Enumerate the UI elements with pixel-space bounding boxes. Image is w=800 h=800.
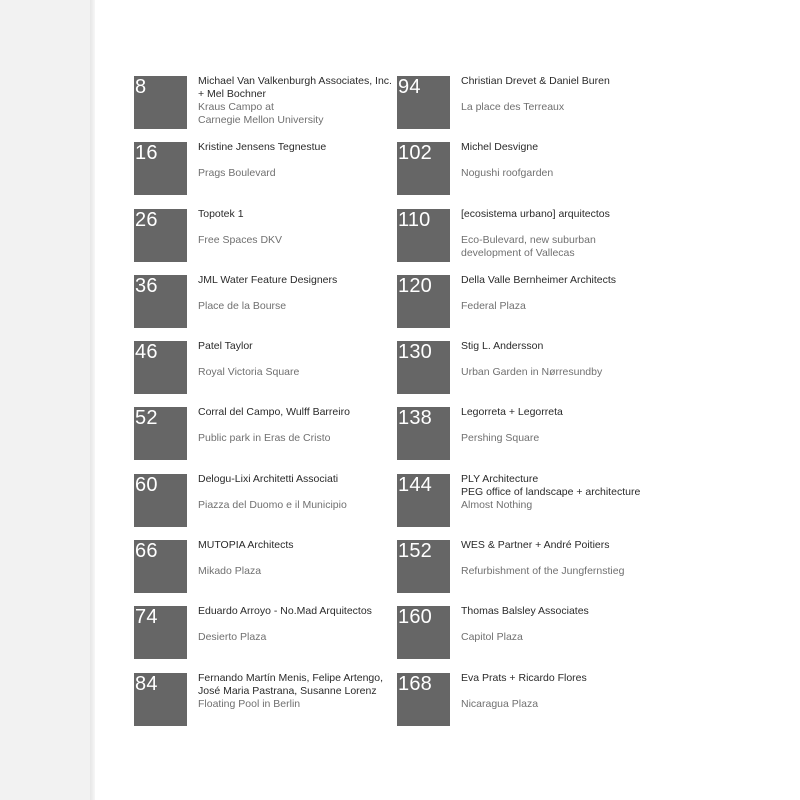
project-title: Capitol Plaza xyxy=(461,631,523,644)
page-number: 94 xyxy=(398,76,421,98)
entry-text xyxy=(461,208,711,260)
designer-name: Fernando Martín Menis, Felipe Artengo, José Maria Pastrana, Susanne Lorenz xyxy=(198,671,384,697)
designer-name: Michel Desvigne xyxy=(461,141,539,154)
project-title: Eco-Bulevard, new suburban development of Vallecas xyxy=(461,233,596,259)
project-title: Desierto Plaza xyxy=(198,631,267,644)
page-number-box xyxy=(397,275,450,328)
project-title: Prags Boulevard xyxy=(198,167,276,180)
contents-entry xyxy=(134,139,404,205)
project-title: Free Spaces DKV xyxy=(198,233,283,246)
designer-name: Thomas Balsley Associates xyxy=(461,605,589,618)
contents-entry xyxy=(134,73,404,139)
project-title: Federal Plaza xyxy=(461,299,526,312)
contents-entry xyxy=(134,471,404,537)
project-title: Floating Pool in Berlin xyxy=(198,697,301,710)
page-number: 74 xyxy=(135,606,158,629)
entry-text xyxy=(461,672,711,711)
designer-name: Eduardo Arroyo - No.Mad Arquitectos xyxy=(198,605,372,618)
designer-name: [ecosistema urbano] arquitectos xyxy=(461,207,610,220)
contents-entry xyxy=(397,670,697,736)
page-number-box xyxy=(397,474,450,527)
contents-entry xyxy=(397,73,697,139)
project-title: Mikado Plaza xyxy=(198,565,262,578)
page-number: 36 xyxy=(135,274,158,297)
designer-name: Stig L. Andersson xyxy=(461,340,544,353)
contents-entry xyxy=(397,603,697,669)
page-number: 168 xyxy=(398,672,432,695)
page-number: 144 xyxy=(398,473,432,496)
contents-entry xyxy=(134,670,404,736)
page-number: 46 xyxy=(135,341,158,364)
project-title: La place des Terreaux xyxy=(461,101,565,113)
designer-name: PLY Architecture PEG office of landscape + architecture xyxy=(461,472,641,498)
project-title: Pershing Square xyxy=(461,432,540,445)
designer-name: Della Valle Bernheimer Architects xyxy=(461,273,617,286)
page-number-box xyxy=(397,407,450,460)
contents-entry xyxy=(397,206,697,272)
project-title: Public park in Eras de Cristo xyxy=(198,432,331,445)
page-number: 8 xyxy=(135,76,147,98)
contents-entry xyxy=(134,206,404,272)
designer-name: JML Water Feature Designers xyxy=(198,273,338,286)
contents-entry xyxy=(397,272,697,338)
page-number: 120 xyxy=(398,274,432,297)
page-number-box xyxy=(134,275,187,328)
page-number-box xyxy=(134,606,187,659)
page-number: 52 xyxy=(135,407,158,430)
page-number: 102 xyxy=(398,142,432,165)
contents-entry xyxy=(134,537,404,603)
page-number: 66 xyxy=(135,540,158,563)
project-title: Kraus Campo at Carnegie Mellon University xyxy=(198,101,324,126)
designer-name: Legorreta + Legorreta xyxy=(461,406,563,419)
page-number: 16 xyxy=(135,142,158,165)
page-number-box xyxy=(134,209,187,262)
page-number-box xyxy=(397,341,450,394)
contents-entry xyxy=(134,338,404,404)
page-number: 160 xyxy=(398,606,432,629)
page-number-box xyxy=(134,673,187,726)
project-title: Nogushi roofgarden xyxy=(461,167,554,180)
designer-name: Michael Van Valkenburgh Associates, Inc. + Mel Bochner xyxy=(198,75,392,100)
entry-text xyxy=(461,274,711,313)
page-number-box xyxy=(134,540,187,593)
contents-entry xyxy=(397,471,697,537)
project-title: Royal Victoria Square xyxy=(198,366,300,379)
entry-text xyxy=(461,75,711,114)
entry-text xyxy=(461,406,711,445)
page-number: 152 xyxy=(398,540,432,563)
page-number-box xyxy=(397,606,450,659)
page-number: 130 xyxy=(398,341,432,364)
page-number-box xyxy=(397,76,450,129)
contents-column-left xyxy=(134,73,404,736)
designer-name: Delogu-Lixi Architetti Associati xyxy=(198,472,339,485)
contents-column-right xyxy=(397,73,697,736)
contents-entry xyxy=(134,404,404,470)
page-number: 84 xyxy=(135,672,158,695)
project-title: Place de la Bourse xyxy=(198,299,287,312)
entry-text xyxy=(461,473,711,512)
page-number-box xyxy=(397,142,450,195)
designer-name: Corral del Campo, Wulff Barreiro xyxy=(198,406,350,419)
contents-entry xyxy=(134,272,404,338)
contents-entry xyxy=(134,603,404,669)
designer-name: Patel Taylor xyxy=(198,340,253,353)
project-title: Refurbishment of the Jungfernstieg xyxy=(461,565,625,578)
page-number-box xyxy=(397,673,450,726)
page-number-box xyxy=(134,142,187,195)
page-number-box xyxy=(134,76,187,129)
designer-name: MUTOPIA Architects xyxy=(198,539,294,552)
entry-text xyxy=(461,605,711,644)
page-number-box xyxy=(134,407,187,460)
designer-name: WES & Partner + André Poitiers xyxy=(461,539,610,552)
designer-name: Christian Drevet & Daniel Buren xyxy=(461,75,610,87)
contents-entry xyxy=(397,338,697,404)
page-number-box xyxy=(397,209,450,262)
designer-name: Eva Prats + Ricardo Flores xyxy=(461,671,587,684)
page-number: 26 xyxy=(135,208,158,231)
designer-name: Kristine Jensens Tegnestue xyxy=(198,141,327,154)
project-title: Piazza del Duomo e il Municipio xyxy=(198,498,347,511)
page-number-box xyxy=(134,341,187,394)
project-title: Almost Nothing xyxy=(461,498,533,511)
contents-entry xyxy=(397,404,697,470)
page-number-box xyxy=(397,540,450,593)
page-number: 138 xyxy=(398,407,432,430)
contents-entry xyxy=(397,139,697,205)
contents-entry xyxy=(397,537,697,603)
project-title: Urban Garden in Nørresundby xyxy=(461,366,603,379)
entry-text xyxy=(461,141,711,180)
page-number-box xyxy=(134,474,187,527)
project-title: Nicaragua Plaza xyxy=(461,697,539,710)
page-number: 60 xyxy=(135,473,158,496)
page-number: 110 xyxy=(398,208,431,231)
entry-text xyxy=(461,539,711,578)
designer-name: Topotek 1 xyxy=(198,207,244,220)
entry-text xyxy=(461,340,711,379)
